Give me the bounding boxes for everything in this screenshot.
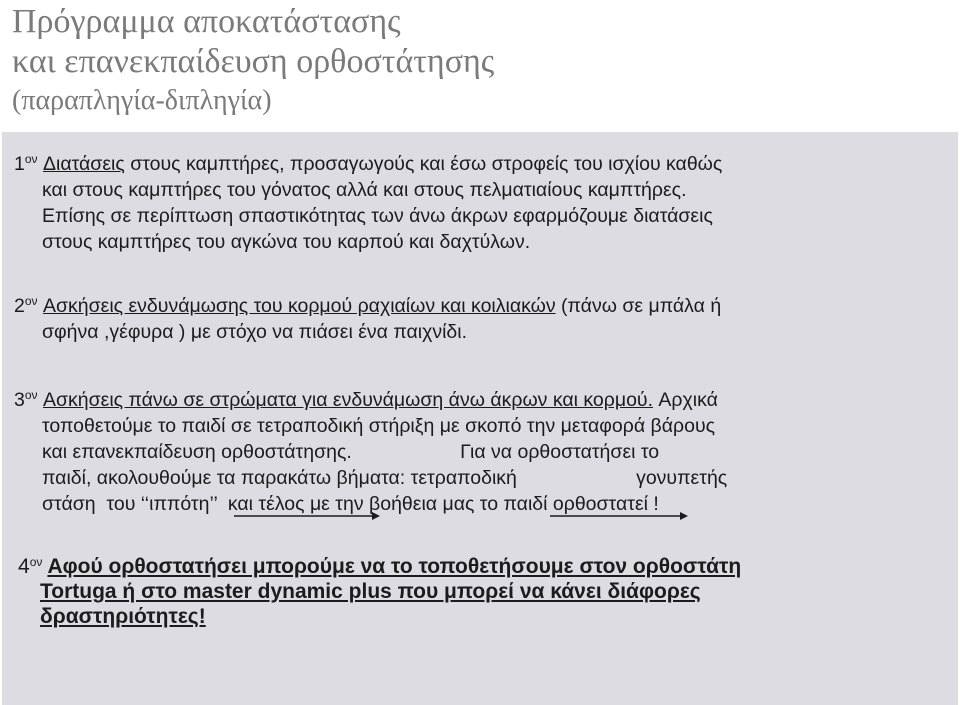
step-3-line-4: παιδί, ακολουθούμε τα παρακάτω βήματα: τετραποδική γονυπετής [42,467,728,489]
step-1-line-1: στους καμπτήρες, προσαγωγούς και έσω στροφείς του ισχίου καθώς [130,153,723,175]
step-3-line-2: τοποθετούμε το παιδί σε τετραποδική στήριξη με σκοπό την μεταφορά βάρους [42,415,716,437]
step-4-line-1: Αφού ορθοστατήσει μπορούμε να το τοποθετήσουμε στον ορθοστάτη [47,555,742,578]
step-1-line-4: στους καμπτήρες του αγκώνα του καρπού και δαχτύλων. [42,231,531,253]
step-4-line-3: δραστηριότητες! [40,605,206,628]
step-3-line-5: στάση του ‘‘ιππότη’’ και τέλος με την βοήθεια μας το παιδί ορθοστατεί ! [42,493,659,515]
step-4 [18,550,950,629]
step-2-lead: Ασκήσεις ενδυνάμωσης του κορμού ραχιαίων και κοιλιακών [42,295,556,317]
step-4-number: $4^{o\nu}$ [18,555,43,578]
step-2-rest: (πάνω σε μπάλα ή [561,295,722,317]
step-3 [14,382,950,517]
step-1-line-2: και στους καμπτήρες του γόνατος αλλά και στους πελματιαίους καμπτήρες. [42,179,687,201]
step-3-line-3: και επανεκπαίδευση ορθοστάτησης. Για να ορθοστατήσει το [42,441,660,463]
step-4-line-2: Tortuga ή στο master dynamic plus που μπορεί να κάνει διάφορες [40,580,701,603]
title-line-2: και επανεκπαίδευση ορθοστάτησης [12,43,495,80]
content-panel [2,132,958,705]
arrow-right-icon [232,510,382,522]
title-line-1: Πρόγραμμα αποκατάστασης [12,3,401,40]
step-3-number: $3^{o\nu}$ [14,388,38,411]
step-3-lead: Ασκήσεις πάνω σε στρώματα για ενδυνάμωση άνω άκρων και κορμού. [42,389,653,411]
arrow-right-icon [548,510,690,522]
step-1-number: $1^{o\nu}$ [14,152,38,175]
step-1 [14,146,950,255]
step-2-line-2: σφήνα ,γέφυρα ) με στόχο να πιάσει ένα παιχνίδι. [42,321,468,343]
slide-title [12,2,494,120]
step-2-number: $2^{o\nu}$ [14,294,38,317]
step-2 [14,288,950,345]
title-subtitle: (παραπληγία-διπληγία) [12,85,272,116]
step-1-line-3: Επίσης σε περίπτωση σπαστικότητας των άνω άκρων εφαρμόζουμε διατάσεις [42,205,713,227]
step-3-rest: Αρχικά [658,389,718,411]
step-1-lead: Διατάσεις [42,153,125,175]
